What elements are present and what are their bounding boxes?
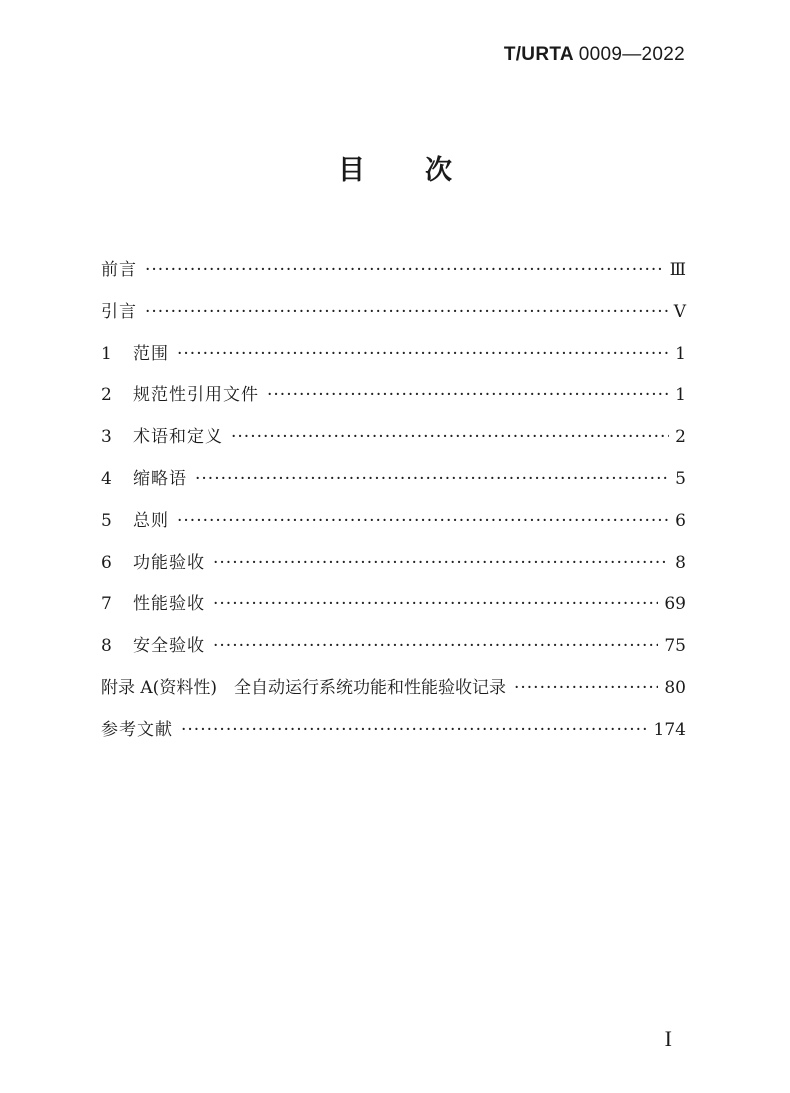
toc-entry-page: 5: [675, 468, 686, 489]
table-of-contents: [101, 250, 686, 752]
toc-entry-appendix-a[interactable]: [101, 668, 686, 710]
toc-leader-dots: [231, 417, 669, 459]
toc-entry-general[interactable]: [101, 501, 686, 543]
toc-leader-dots: [145, 292, 668, 334]
toc-leader-dots: [267, 375, 669, 417]
toc-entry-bibliography[interactable]: [101, 710, 686, 752]
toc-entry-terms-definitions[interactable]: [101, 417, 686, 459]
toc-entry-page: Ⅲ: [669, 260, 686, 280]
toc-entry-number: 2: [101, 385, 112, 406]
toc-entry-page: 174: [653, 719, 686, 740]
toc-entry-title: 范围: [133, 343, 169, 364]
toc-entry-title: 参考文献: [101, 719, 173, 740]
toc-leader-dots: [213, 543, 669, 585]
toc-entry-page: 1: [675, 343, 686, 364]
toc-leader-dots: [213, 584, 658, 626]
toc-entry-function-acceptance[interactable]: [101, 543, 686, 585]
toc-entry-page: 8: [675, 552, 686, 573]
toc-entry-title: 缩略语: [133, 468, 187, 489]
toc-entry-number: 1: [101, 343, 112, 364]
toc-entry-page: 69: [664, 594, 686, 615]
toc-entry-page: 80: [664, 677, 686, 698]
document-code-number: 0009—2022: [578, 44, 685, 65]
toc-entry-number: 5: [101, 510, 112, 531]
toc-entry-title: 规范性引用文件: [133, 385, 259, 406]
document-code: [504, 44, 685, 66]
toc-entry-title: 功能验收: [133, 552, 205, 573]
page-number: I: [664, 1026, 672, 1051]
toc-leader-dots: [177, 501, 669, 543]
toc-entry-introduction[interactable]: [101, 292, 686, 334]
toc-entry-number: 6: [101, 552, 112, 573]
toc-entry-scope[interactable]: [101, 334, 686, 376]
toc-entry-number: 3: [101, 427, 112, 448]
toc-entry-number: 4: [101, 468, 112, 489]
toc-entry-performance-acceptance[interactable]: [101, 584, 686, 626]
toc-entry-page: 75: [664, 636, 686, 657]
toc-entry-title: 引言: [101, 301, 137, 322]
toc-entry-title: 总则: [133, 510, 169, 531]
toc-leader-dots: [195, 459, 669, 501]
toc-entry-number: 7: [101, 594, 112, 615]
toc-entry-page: Ⅴ: [673, 301, 686, 322]
toc-entry-title: 术语和定义: [133, 427, 223, 448]
toc-leader-dots: [514, 668, 658, 710]
toc-entry-page: 6: [675, 510, 686, 531]
toc-entry-page: 2: [675, 427, 686, 448]
toc-entry-title: 前言: [101, 260, 137, 280]
toc-entry-foreword[interactable]: [101, 250, 686, 292]
toc-entry-abbreviations[interactable]: [101, 459, 686, 501]
toc-entry-title: 附录 A(资料性) 全自动运行系统功能和性能验收记录: [101, 677, 506, 698]
toc-entry-title: 性能验收: [133, 594, 205, 615]
toc-leader-dots: [145, 250, 664, 292]
document-code-prefix: T/URTA: [503, 44, 574, 65]
toc-entry-page: 1: [675, 385, 686, 406]
toc-entry-safety-acceptance[interactable]: [101, 626, 686, 668]
toc-leader-dots: [213, 626, 658, 668]
toc-leader-dots: [181, 710, 648, 752]
toc-leader-dots: [177, 334, 669, 376]
toc-entry-title: 安全验收: [133, 636, 205, 657]
toc-entry-number: 8: [101, 636, 112, 657]
toc-entry-normative-references[interactable]: [101, 375, 686, 417]
page-title: 目次: [338, 155, 512, 186]
